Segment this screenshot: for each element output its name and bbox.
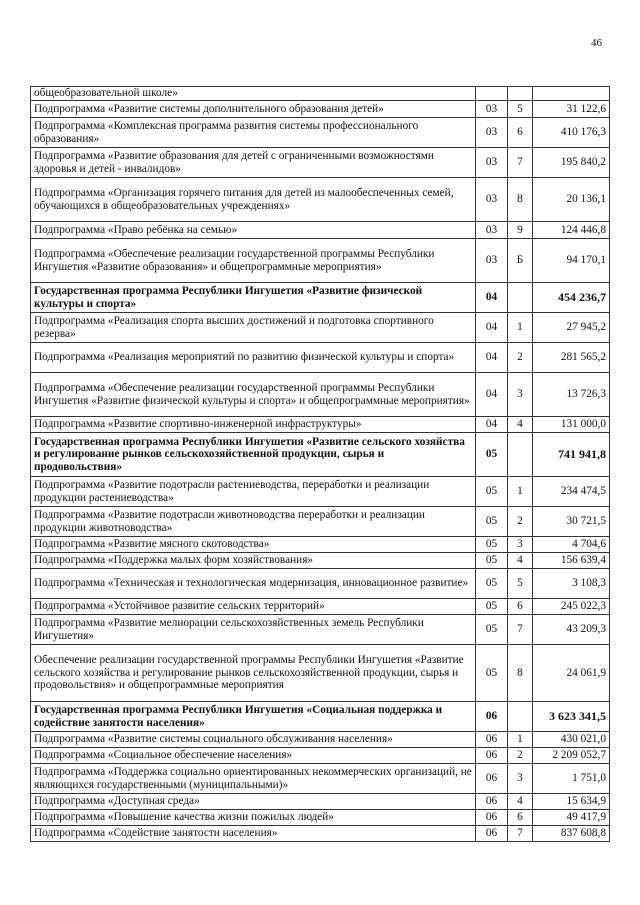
- amount: 124 446,8: [533, 222, 610, 239]
- subprogram-code: 5: [508, 569, 533, 599]
- subprogram-code: 6: [508, 118, 533, 148]
- program-code: 06: [476, 748, 508, 764]
- amount: 31 122,6: [533, 101, 610, 118]
- row-name: Подпрограмма «Развитие мелиорации сельскохозяйственных земель Республики Ингушетия»: [31, 615, 476, 645]
- subprogram-code: 1: [508, 477, 533, 507]
- program-code: 03: [476, 101, 508, 118]
- row-name: Подпрограмма «Развитие подотрасли животноводства переработки и реализации продукции животноводства»: [31, 507, 476, 537]
- subprogram-row: [31, 148, 610, 178]
- row-name: Подпрограмма «Устойчивое развитие сельских территорий»: [31, 599, 476, 615]
- program-code: 05: [476, 477, 508, 507]
- subprogram-code: 4: [508, 794, 533, 810]
- program-code: 03: [476, 239, 508, 283]
- subprogram-code: 6: [508, 599, 533, 615]
- subprogram-code: Б: [508, 239, 533, 283]
- subprogram-code: 8: [508, 645, 533, 702]
- program-code: 05: [476, 433, 508, 477]
- row-name: Подпрограмма «Поддержка социально ориентированных некоммерческих организаций, не являющихся государственными (муниципальными)»: [31, 764, 476, 794]
- row-name: Подпрограмма «Право ребёнка на семью»: [31, 222, 476, 239]
- subprogram-code: 2: [508, 748, 533, 764]
- subprogram-row: [31, 732, 610, 748]
- program-code: 05: [476, 645, 508, 702]
- subprogram-row: [31, 794, 610, 810]
- subprogram-row: [31, 615, 610, 645]
- row-name: общеобразовательной школе»: [31, 87, 476, 101]
- program-row: [31, 702, 610, 732]
- subprogram-code: 2: [508, 343, 533, 373]
- subprogram-row: [31, 599, 610, 615]
- program-code: 03: [476, 178, 508, 222]
- row-name: Подпрограмма «Доступная среда»: [31, 794, 476, 810]
- row-name: Подпрограмма «Поддержка малых форм хозяйствования»: [31, 553, 476, 569]
- amount: 245 022,3: [533, 599, 610, 615]
- amount: 195 840,2: [533, 148, 610, 178]
- program-code: 06: [476, 702, 508, 732]
- row-name: Подпрограмма «Развитие системы дополнительного образования детей»: [31, 101, 476, 118]
- program-code: 04: [476, 313, 508, 343]
- program-code: 05: [476, 537, 508, 553]
- row-name: Государственная программа Республики Ингушетия «Социальная поддержка и содействие занятости населения»: [31, 702, 476, 732]
- subprogram-row: [31, 222, 610, 239]
- subprogram-code: 1: [508, 732, 533, 748]
- program-code: 05: [476, 569, 508, 599]
- amount: [533, 87, 610, 101]
- subprogram-code: 3: [508, 764, 533, 794]
- amount: 1 751,0: [533, 764, 610, 794]
- subprogram-code: [508, 433, 533, 477]
- subprogram-code: 2: [508, 507, 533, 537]
- row-name: Государственная программа Республики Ингушетия «Развитие физической культуры и спорта»: [31, 283, 476, 313]
- subprogram-code: 9: [508, 222, 533, 239]
- subprogram-code: [508, 87, 533, 101]
- program-code: 06: [476, 764, 508, 794]
- program-code: 04: [476, 373, 508, 417]
- subprogram-row: [31, 87, 610, 101]
- subprogram-code: 6: [508, 810, 533, 826]
- subprogram-row: [31, 373, 610, 417]
- program-code: 04: [476, 417, 508, 433]
- row-name: Подпрограмма «Развитие мясного скотоводства»: [31, 537, 476, 553]
- program-code: [476, 87, 508, 101]
- amount: 30 721,5: [533, 507, 610, 537]
- amount: 43 209,3: [533, 615, 610, 645]
- program-code: 05: [476, 507, 508, 537]
- subprogram-code: [508, 702, 533, 732]
- subprogram-row: [31, 826, 610, 842]
- amount: 49 417,9: [533, 810, 610, 826]
- row-name: Подпрограмма «Содействие занятости населения»: [31, 826, 476, 842]
- subprogram-row: [31, 645, 610, 702]
- program-code: 05: [476, 553, 508, 569]
- budget-table: [30, 86, 610, 842]
- subprogram-row: [31, 417, 610, 433]
- subprogram-row: [31, 101, 610, 118]
- row-name: Подпрограмма «Реализация спорта высших достижений и подготовка спортивного резерва»: [31, 313, 476, 343]
- amount: 281 565,2: [533, 343, 610, 373]
- subprogram-code: 8: [508, 178, 533, 222]
- amount: 27 945,2: [533, 313, 610, 343]
- subprogram-row: [31, 748, 610, 764]
- amount: 24 061,9: [533, 645, 610, 702]
- subprogram-row: [31, 118, 610, 148]
- subprogram-row: [31, 239, 610, 283]
- row-name: Государственная программа Республики Ингушетия «Развитие сельского хозяйства и регулирование рынков сельскохозяйственной продукции, сырья и продовольствия»: [31, 433, 476, 477]
- amount: 4 704,6: [533, 537, 610, 553]
- subprogram-row: [31, 343, 610, 373]
- amount: 454 236,7: [533, 283, 610, 313]
- subprogram-code: 7: [508, 615, 533, 645]
- amount: 156 639,4: [533, 553, 610, 569]
- amount: 3 623 341,5: [533, 702, 610, 732]
- program-code: 06: [476, 826, 508, 842]
- subprogram-row: [31, 537, 610, 553]
- row-name: Обеспечение реализации государственной программы Республики Ингушетия «Развитие сельского хозяйства и регулирование рынков сельскохозяйственной продукции, сырья и продовольствия» и общепрограммные мероприятия: [31, 645, 476, 702]
- page-number: 46: [591, 37, 602, 49]
- subprogram-row: [31, 810, 610, 826]
- subprogram-row: [31, 569, 610, 599]
- program-code: 06: [476, 732, 508, 748]
- row-name: Подпрограмма «Реализация мероприятий по развитию физической культуры и спорта»: [31, 343, 476, 373]
- amount: 3 108,3: [533, 569, 610, 599]
- row-name: Подпрограмма «Развитие подотрасли растениеводства, переработки и реализации продукции растениеводства»: [31, 477, 476, 507]
- program-row: [31, 283, 610, 313]
- program-code: 06: [476, 794, 508, 810]
- row-name: Подпрограмма «Комплексная программа развития системы профессионального образования»: [31, 118, 476, 148]
- subprogram-row: [31, 477, 610, 507]
- program-code: 05: [476, 615, 508, 645]
- subprogram-code: 7: [508, 826, 533, 842]
- row-name: Подпрограмма «Обеспечение реализации государственной программы Республики Ингушетия «Развитие физической культуры и спорта» и общепрограммные мероприятия»: [31, 373, 476, 417]
- subprogram-code: 5: [508, 101, 533, 118]
- program-code: 03: [476, 222, 508, 239]
- program-code: 05: [476, 599, 508, 615]
- amount: 234 474,5: [533, 477, 610, 507]
- subprogram-row: [31, 178, 610, 222]
- subprogram-code: [508, 283, 533, 313]
- subprogram-row: [31, 313, 610, 343]
- program-code: 03: [476, 118, 508, 148]
- subprogram-code: 7: [508, 148, 533, 178]
- amount: 20 136,1: [533, 178, 610, 222]
- row-name: Подпрограмма «Организация горячего питания для детей из малообеспеченных семей, обучающихся в общеобразовательных учреждениях»: [31, 178, 476, 222]
- amount: 15 634,9: [533, 794, 610, 810]
- program-code: 04: [476, 343, 508, 373]
- row-name: Подпрограмма «Социальное обеспечение населения»: [31, 748, 476, 764]
- amount: 837 608,8: [533, 826, 610, 842]
- subprogram-code: 4: [508, 553, 533, 569]
- program-code: 06: [476, 810, 508, 826]
- subprogram-code: 1: [508, 313, 533, 343]
- row-name: Подпрограмма «Развитие спортивно-инженерной инфраструктуры»: [31, 417, 476, 433]
- amount: 430 021,0: [533, 732, 610, 748]
- subprogram-row: [31, 507, 610, 537]
- amount: 13 726,3: [533, 373, 610, 417]
- row-name: Подпрограмма «Обеспечение реализации государственной программы Республики Ингушетия «Развитие образования» и общепрограммные мероприятия»: [31, 239, 476, 283]
- amount: 2 209 052,7: [533, 748, 610, 764]
- budget-table-body: [31, 87, 610, 842]
- subprogram-row: [31, 764, 610, 794]
- subprogram-code: 3: [508, 373, 533, 417]
- row-name: Подпрограмма «Техническая и технологическая модернизация, инновационное развитие»: [31, 569, 476, 599]
- row-name: Подпрограмма «Развитие системы социального обслуживания населения»: [31, 732, 476, 748]
- program-code: 03: [476, 148, 508, 178]
- row-name: Подпрограмма «Развитие образования для детей с ограниченными возможностями здоровья и детей - инвалидов»: [31, 148, 476, 178]
- program-row: [31, 433, 610, 477]
- subprogram-code: 3: [508, 537, 533, 553]
- subprogram-code: 4: [508, 417, 533, 433]
- amount: 94 170,1: [533, 239, 610, 283]
- subprogram-row: [31, 553, 610, 569]
- amount: 741 941,8: [533, 433, 610, 477]
- amount: 131 000,0: [533, 417, 610, 433]
- row-name: Подпрограмма «Повышение качества жизни пожилых людей»: [31, 810, 476, 826]
- program-code: 04: [476, 283, 508, 313]
- amount: 410 176,3: [533, 118, 610, 148]
